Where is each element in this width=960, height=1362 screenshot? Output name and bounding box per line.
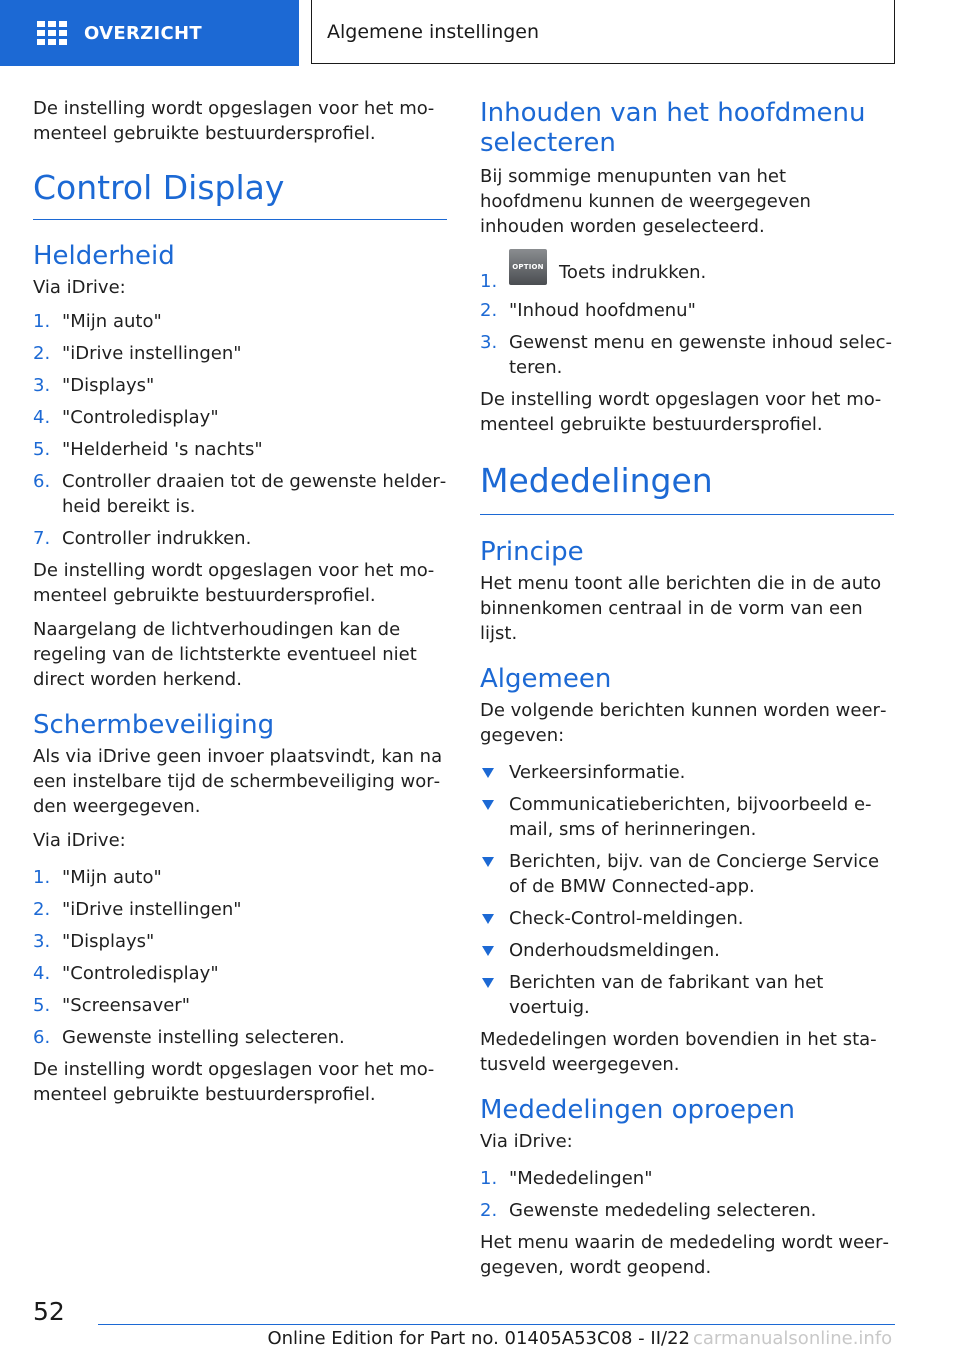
chapter-heading-control-display: Control Display [33, 168, 447, 220]
hoofdmenu-text: Bij sommige menupunten van het hoofdmenu kunnen de weergegeven inhouden worden geselecteerd. [480, 166, 811, 237]
list-item: 7. Controller indrukken. [33, 528, 252, 549]
right-column [480, 98, 894, 1289]
triangle-bullet-icon [482, 800, 494, 810]
triangle-bullet-icon [482, 978, 494, 988]
list-item: 2. "iDrive instellingen" [33, 343, 242, 364]
via-idrive-label: Via iDrive: [33, 277, 126, 298]
list-item: 3. "Displays" [33, 375, 155, 396]
list-item: 3. "Displays" [33, 931, 155, 952]
page-number: 52 [33, 1297, 65, 1326]
list-item: Communicatieberichten, bijvoorbeeld e-mail, sms of herinneringen. [480, 792, 894, 842]
grid-menu-icon [37, 21, 67, 45]
triangle-bullet-icon [482, 857, 494, 867]
hoofdmenu-note: De instelling wordt opgeslagen voor het momenteel gebruikte bestuurdersprofiel. [480, 389, 882, 435]
list-item: Verkeersinformatie. [480, 760, 894, 785]
left-column [33, 96, 447, 1116]
list-item: Onderhoudsmeldingen. [480, 938, 894, 963]
section-heading-algemeen: Algemeen [480, 664, 612, 694]
algemeen-note: Mededelingen worden bovendien in het statusveld weergegeven. [480, 1029, 877, 1075]
list-item: Check-Control-meldingen. [480, 906, 894, 931]
section-heading-schermbeveiliging: Schermbeveiliging [33, 710, 275, 740]
oproepen-steps [480, 1166, 894, 1223]
overview-tab[interactable] [0, 0, 299, 66]
hoofdmenu-steps [480, 253, 894, 380]
list-item: 6. Gewenste instelling selecteren. [33, 1027, 345, 1048]
helderheid-note: De instelling wordt opgeslagen voor het momenteel gebruikte bestuurdersprofiel. [33, 560, 435, 606]
list-item: 1. OPTION Toets indrukken. [480, 253, 894, 291]
triangle-bullet-icon [482, 946, 494, 956]
list-item: 5. "Helderheid 's nachts" [33, 439, 263, 460]
helderheid-note-2: Naargelang de lichtverhoudingen kan de regeling van de lichtsterkte eventueel niet direct worden herkend. [33, 619, 417, 690]
via-idrive-label: Via iDrive: [33, 830, 126, 851]
schermbeveiliging-steps [33, 865, 447, 1050]
list-item: 2. "iDrive instellingen" [33, 899, 242, 920]
intro-text: De instelling wordt opgeslagen voor het momenteel gebruikte bestuurdersprofiel. [33, 98, 435, 144]
top-bar [0, 0, 960, 66]
oproepen-note: Het menu waarin de mededeling wordt weergegeven, wordt geopend. [480, 1232, 890, 1278]
list-item: 1. "Mijn auto" [33, 311, 162, 332]
list-item: 2. Gewenste mededeling selecteren. [480, 1200, 817, 1221]
section-heading-hoofdmenu: Inhouden van het hoofdmenu selecteren [480, 98, 866, 158]
helderheid-steps [33, 309, 447, 551]
message-types-list [480, 760, 894, 1020]
principe-text: Het menu toont alle berichten die in de auto binnenkomen centraal in de vorm van een lijst. [480, 573, 882, 644]
list-item: 4. "Controledisplay" [33, 963, 219, 984]
watermark: carmanualsonline.info [693, 1328, 893, 1349]
footer-divider [98, 1324, 895, 1325]
chapter-header [311, 0, 895, 64]
list-item: 1. "Mededelingen" [480, 1168, 653, 1189]
list-item: 4. "Controledisplay" [33, 407, 219, 428]
list-item: 3. Gewenst menu en gewenste inhoud selecteren. [480, 332, 892, 378]
list-item: 6. Controller draaien tot de gewenste helderheid bereikt is. [33, 471, 447, 517]
section-heading-helderheid: Helderheid [33, 241, 175, 271]
schermbeveiliging-note: De instelling wordt opgeslagen voor het momenteel gebruikte bestuurdersprofiel. [33, 1059, 435, 1105]
list-item: 2. "Inhoud hoofdmenu" [480, 300, 696, 321]
list-item: 5. "Screensaver" [33, 995, 190, 1016]
section-heading-principe: Principe [480, 537, 584, 567]
list-item: Berichten van de fabrikant van het voertuig. [480, 970, 894, 1020]
algemeen-text: De volgende berichten kunnen worden weergegeven: [480, 700, 887, 746]
list-item: 1. "Mijn auto" [33, 867, 162, 888]
list-item: Berichten, bijv. van de Concierge Service of de BMW Connected-app. [480, 849, 894, 899]
overview-tab-label: OVERZICHT [84, 22, 202, 44]
section-heading-oproepen: Mededelingen oproepen [480, 1095, 796, 1125]
option-button-icon: OPTION [509, 249, 547, 285]
edition-text: Online Edition for Part no. 01405A53C08 - II/22 [267, 1328, 690, 1349]
triangle-bullet-icon [482, 914, 494, 924]
chapter-heading-mededelingen: Mededelingen [480, 461, 894, 515]
schermbeveiliging-text: Als via iDrive geen invoer plaatsvindt, kan na een instelbare tijd de schermbeveiliging worden weergegeven. [33, 746, 443, 817]
via-idrive-label: Via iDrive: [480, 1131, 573, 1152]
chapter-title: Algemene instellingen [327, 20, 540, 43]
triangle-bullet-icon [482, 768, 494, 778]
